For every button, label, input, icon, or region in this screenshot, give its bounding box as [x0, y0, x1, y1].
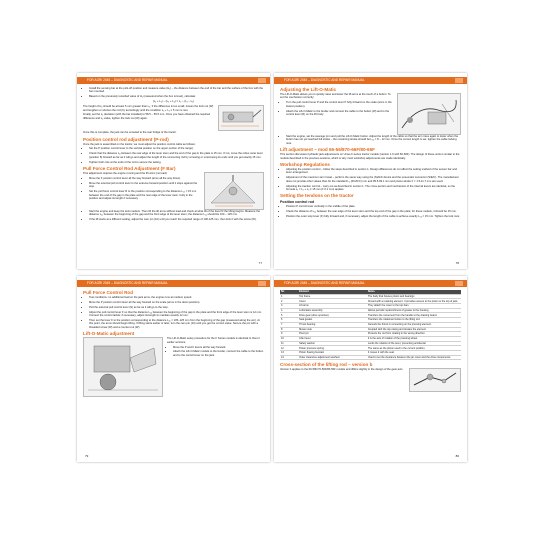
jack-diagram-icon — [219, 106, 263, 130]
table-cell: Seal gasket — [298, 318, 367, 323]
bullet-list — [83, 147, 264, 164]
header-tab — [258, 78, 266, 83]
bullet-list — [83, 177, 200, 200]
table-cell: Outer clearance adjustment washers — [298, 355, 367, 360]
bullet-list — [83, 87, 264, 99]
table-cell: 3 — [280, 304, 298, 309]
page-header — [77, 280, 270, 287]
section-title: Lift adjustment – mod 65-56/870-66F/80-66F — [280, 147, 375, 153]
lifting-rod-figure — [409, 368, 461, 392]
list-item: • Attach the Lift-O-Matic module to the fender, connect the cable to the button and to the control lever on the jack. — [173, 350, 264, 357]
table-cell: It is the axis of rotation of the pressing wheel. — [367, 336, 461, 341]
page-header — [274, 77, 467, 84]
table-cell: Used to set the clearance between the jar cover and the drive components. — [367, 355, 461, 360]
table-cell: 4 — [280, 308, 298, 313]
table-cell: 13 — [280, 350, 298, 355]
list-item: • Based on the previously recorded value of H₁ (measured when the box is level), calculate: — [89, 95, 264, 98]
section-title: Lift-O-Matic adjustment — [83, 331, 135, 337]
paragraph: The height of H₂ should be at least 5 mm greater than L₅; if the difference is too small, loosen the lock nut (W) and lengthen or shorten the rod (C) accordingly until the condition L₅ + L₂ ≥ 5 mm is met. — [83, 105, 214, 112]
text-with-figure — [83, 172, 264, 210]
section-title: Setting the tendons on the tractor — [280, 193, 354, 199]
table-cell: Top frame — [298, 294, 367, 299]
list-item: • If the lift starts at a different setting, adjust the cam pin (10) until you reach the required range of 100-125 mm, then lock it with the screw (W). — [89, 218, 264, 221]
lift-o-matic-icon — [398, 94, 460, 134]
table-cell: Allows periodic replenishment of grease to the housing. — [367, 308, 461, 313]
table-cell: 10 — [280, 336, 298, 341]
bullet-list — [83, 296, 264, 329]
table-cell: 7 — [280, 322, 298, 327]
table-cell: Mower axle — [298, 327, 367, 332]
text-with-figure — [280, 93, 461, 135]
text-with-figure — [83, 337, 264, 397]
manual-page-80 — [274, 276, 467, 462]
lift-o-matic-figure — [397, 93, 461, 135]
list-item: • Then set the lever F to the position corresponding to the distance L₁₅ = 105–125 mm from the beginning of the gap (measured along the arc). At this point, the arms should begin lifting. If lifting starts earlier or later, turn the cam pin (10) until you get the correct value. Secure the pin with a threaded screw (W) and a counter-nut (W). — [89, 319, 264, 329]
list-item: • Start the engine and keep the lock medium. Then lift the lift arms without load and check at what tilt of the lever R the lifting begins. Measure the distance L₁₁ between the beginning of the gap and the front edge of the lever stem; the distance L₁₁ should be 100 – 125 mm. — [89, 210, 264, 217]
subsection-title: Position control rod — [280, 200, 315, 205]
paragraph: Once this is complete, the jack can be screwed to the rear bridge of the tractor. — [83, 131, 177, 135]
manual-page-79 — [77, 276, 270, 462]
page-header-text: FOR AGRI 2045 – DIAGNOSTIC AND REPAIR MANUAL — [87, 281, 168, 285]
paragraph: Once the jack is assembled on the tractor, we must adjust the position control cable as follows: — [83, 142, 196, 146]
bullet-list — [280, 168, 461, 191]
table-cell: Lubrication assembly — [298, 308, 367, 313]
list-item: • Position P control lever vertically in the middle of the plate. — [286, 205, 461, 208]
table-cell: Transfers the rotational motion to the lifting rod. — [367, 318, 461, 323]
header-tab — [455, 78, 463, 83]
header-tab — [455, 281, 463, 286]
table-row — [280, 355, 461, 360]
list-item: • Start the engine, set the average rpm and pull the Lift-O-Matic button. Adjust the length of the cable so that the arm rises again to lower when the button has not yet reached full stroke – the remaining stroke should be L₁₄ = 8 – 12 mm. Once the correct length is set, tighten the cable locking nuts. — [286, 135, 461, 145]
table-cell: Safety washer — [298, 341, 367, 346]
list-item: • Move the P position control lever all the way forward on the scale (arms in the down position). — [89, 301, 264, 304]
section-title: Position control rod adjustment (P-rod) — [83, 136, 169, 142]
list-item: • Install the sensing bar at the pick-off position and measure value (H₁) – the distance between the end of the bar and the surface of the box with the bar mounted. — [89, 87, 264, 94]
table-cell: Drive gear (drive sprocket) — [298, 313, 367, 318]
list-item: • Adjustment of the maximum arm travel – perform the same way using the (S)/H/K device and the pneumatic connector (S/E/C). The manufacturer does not provide other values than for the standard L₁ (60-80 F) mm and 95.5-99.1 mm and piston-stroke F = 1.5-11.7 mm are used. — [286, 176, 461, 183]
page-number: 78 — [455, 261, 459, 265]
list-item: • Set the pull force control lever R to the position corresponding to the distance L₁₀ = 15 mm between the end of the gap in the plate and the rear edge of the lever stem. Fully in the position and adjust its length if necessary. — [89, 190, 200, 200]
table-cell: Piston flowing fountain — [298, 350, 367, 355]
page-header-text: FOR AGRI 2045 – DIAGNOSTIC AND REPAIR MANUAL — [284, 281, 365, 285]
list-item: • Test conditions: no additional load on the jack arms, the engine runs at medium speed. — [89, 296, 264, 299]
table-cell: Lifter lever — [298, 336, 367, 341]
table-cell: It moves it with the seal. — [367, 350, 461, 355]
list-item: • Check that the distance L₈ between the rear edge of the lever stem and the end of the gap in the plate is 15 mm. If not, move the rebus outer lever (position 8) forward as far as it will go and adjust the length of the connecting rod by screwing or unscrewing its ends until you get exactly 15 mm. — [89, 152, 264, 159]
tractor-hitch-icon — [84, 338, 162, 396]
table-cell: 9 — [280, 332, 298, 337]
header-tab — [258, 281, 266, 286]
subsection-title: Workshop Regulations — [280, 162, 330, 168]
page-number: 79 — [85, 454, 89, 458]
list-item: • Turn the pull control lever P and the control lever P fully forward on the scale (arms in the lowest position). — [286, 101, 393, 108]
table-cell: Thrust bearing — [298, 322, 367, 327]
bullet-list — [83, 210, 264, 222]
list-item: • Move the F position control lever all the way forward (arms all the way down). — [89, 177, 200, 180]
table-cell: The same as the piston used in the current position. — [367, 346, 461, 351]
section-title: Cross-section of the lifting rod – version b — [280, 362, 373, 368]
table-cell: Lift arms — [298, 304, 367, 309]
section-title: Pull Force Control Rod — [83, 290, 134, 295]
table-cell: Cancels the thrust in connecting on the pressing element. — [367, 322, 461, 327]
list-item: • Check the distance of L₁₄ between the rear edge of the lever stem and the top end of the gap in the plate; for these models, it should be 15 mm. — [286, 210, 461, 213]
table-cell: Protects the rod from rotating in the wrong direction. — [367, 332, 461, 337]
table-cell: 8 — [280, 327, 298, 332]
manual-page-78 — [274, 73, 467, 269]
table-cell: Coupled with the top casing and locates the element. — [367, 327, 461, 332]
paragraph: This section discusses hydraulic jack adjustments on Ursus F-series tractor models (version 1.0 with 60-66F). The design of these units is similar to the models described in the previous sections, which is why most workshop adjustments are made identically. — [280, 153, 460, 160]
table-cell: 2 — [280, 299, 298, 304]
manual-page-77 — [77, 73, 270, 269]
table-cell: 6 — [280, 318, 298, 323]
bullet-list — [280, 135, 461, 145]
page-header-text: FOR AGRI 2045 – DIAGNOSTIC AND REPAIR MANUAL — [87, 78, 168, 82]
page-header-text: FOR AGRI 2045 – DIAGNOSTIC AND REPAIR MANUAL — [284, 78, 365, 82]
paragraph: The Lift-O-Matic setup procedure for the F Series models is identical to that of earlier versions: — [167, 337, 260, 344]
list-item: • Tighten both cuts at the ends of the rod to secure the setting. — [89, 161, 264, 164]
lever-diagram-icon — [205, 173, 263, 209]
list-item: • Move the P and F levers all the way forward. — [173, 346, 264, 349]
table-cell: 1 — [280, 294, 298, 299]
paragraph: The Lift-O-Matic allows you to quickly raise and lower the lift arms at the touch of a button. To set the mechanism correctly: — [280, 93, 391, 100]
page-header — [274, 280, 467, 287]
table-cell: They attach the cover to the top bars. — [367, 304, 461, 309]
table-header-cell: No — [280, 290, 298, 294]
table-cell: Transfers the movement from the handle to the drawing board. — [367, 313, 461, 318]
list-item: • Move the external pull control lever to the extreme forward position until it stops against the stop. — [89, 182, 200, 189]
list-item: • Pull the external pull control lever (N) as far as it will go to the stop. — [89, 306, 264, 309]
page-header — [77, 77, 270, 84]
table-cell: The body that houses piston and bearings — [367, 294, 461, 299]
table-cell: 12 — [280, 346, 298, 351]
table-cell: Cover — [298, 299, 367, 304]
section-title: Pull Force Control Rod Adjustment (F Bar) — [83, 166, 176, 172]
lifting-rod-icon — [410, 369, 460, 391]
list-item: • Attach the Lift-O-Matic to the fender and connect the cable to the button (W) and to the control lever (R) on the lift body. — [286, 110, 393, 117]
bullet-list — [280, 205, 461, 218]
text-with-figure — [280, 368, 461, 392]
table-cell: 5 — [280, 313, 298, 318]
jack-diagram-figure — [218, 105, 264, 131]
table-cell: Pivot pin — [298, 332, 367, 337]
lever-diagram-figure — [204, 172, 264, 210]
paragraph: This adjustment requires the engine running and the lift arms (no load): — [83, 172, 168, 176]
table-header-cell: Element — [298, 290, 367, 294]
text-with-figure — [83, 105, 264, 131]
list-item: • Adjusting the traction control – carry out as described in section 1. The cross-section and mechanism of the internal levers are identical, so the formula L₁ = L₂ + L₃ ± 15 mm (± 0.1 mm) applies. — [286, 185, 461, 192]
table-cell: Piston pressure spring — [298, 346, 367, 351]
bullet-list — [280, 101, 393, 116]
table-cell: Closed with a retaining element. It provides access to the piston in the top of jack. — [367, 299, 461, 304]
list-item: • Adjust the pull control lever F so that the distance L₁₆ between the beginning of the gap in the plate and the front edge of the lever stem is 12 mm. Connect the control tackle; if necessary, adjust its length to maintain exactly 12 mm. — [89, 311, 264, 318]
list-item: • Position the outer stop lever (F) fully forward and, if necessary, adjust the length of the cable to achieve exactly L₁₄ = 15 mm. Tighten the lock nuts. — [286, 215, 461, 218]
table-cell: 14 — [280, 355, 298, 360]
parts-table — [280, 290, 461, 360]
page-number: 77 — [258, 261, 262, 265]
paragraph: Finally, set the L₁ deviation (with the bar installed) to 58.5 – 59.5 mm. Once you have obtained the required difference and L₂ value, tighten the lock nut (W) again. — [83, 113, 210, 120]
table-cell: Locks the rotation of the lever, preventing accidental. — [367, 341, 461, 346]
section-title: Adjusting the Lift-O-Matic — [280, 87, 337, 92]
list-item: • Set the P position control lever to the vertical position on the upper portion of the range). — [89, 147, 264, 150]
formula: (L₁ + L₂) – (L₃ + L₄) = L₅ – (L₁ – L₂) — [152, 100, 195, 104]
page-number: 80 — [455, 454, 459, 458]
bullet-list — [167, 346, 264, 358]
tractor-hitch-figure — [83, 337, 163, 397]
table-header-cell: Notes — [367, 290, 461, 294]
table-cell: 11 — [280, 341, 298, 346]
list-item: • Adjusting the position control – follow the steps described in section 1. Design differences do not affect the setting method of the sensor bar and lever arrangement. — [286, 168, 461, 175]
paragraph: Version b applies to the 60-56F/70-56F/80-56F models and differs slightly in the design of the gear axis. — [280, 368, 404, 372]
